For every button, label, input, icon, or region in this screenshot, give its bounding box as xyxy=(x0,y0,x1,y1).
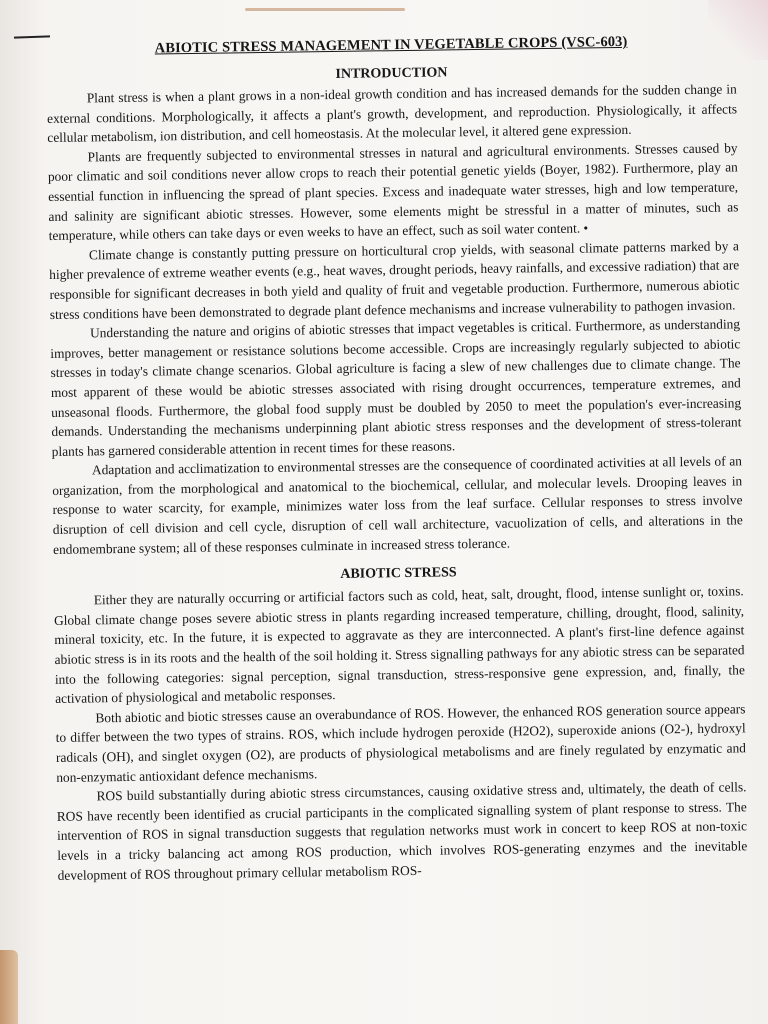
paragraph: Both abiotic and biotic stresses cause an overabundance of ROS. However, the enhanced ROS generation source appears to differ between the two types of strains. ROS, which include hydrogen peroxide (H2O2), superoxide anions (O2-), hydroxyl radicals (OH), and singlet oxygen (O2), are products of physiological metabolisms and are finely regulated by enzymatic and non-enzymatic antioxidant defence mechanisms. xyxy=(55,701,747,785)
paragraph: ROS build substantially during abiotic stress circumstances, causing oxidative stress and, ultimately, the death of cells. ROS have recently been identified as crucial participants in the complicated signalling system of plant response to stress. The intervention of ROS in signal transduction suggests that regulation networks must work in concert to keep ROS at non-toxic levels in a tricky balancing act among ROS production, which involves ROS-generating enzymes and the inevitable development of ROS throughout primary cellular metabolism ROS- xyxy=(56,779,748,883)
edge-stain xyxy=(0,950,18,1024)
section-abiotic-stress xyxy=(53,562,747,886)
document-body xyxy=(46,32,748,885)
paragraph: Plant stress is when a plant grows in a non-ideal growth condition and has increased demands for the sudden change in external conditions. Morphologically, it affects a plant's growth, development, and reproduction. Physiologically, it affects cellular metabolism, ion distribution, and cell homeostasis. At the molecular level, it altered gene expression. xyxy=(46,81,738,146)
paragraph: Climate change is constantly putting pressure on horticultural crop yields, with seasonal climate patterns marked by a higher prevalence of extreme weather events (e.g., heat waves, drought periods, heavy rainfalls, and excessive radiation) that are responsible for significant decreases in both yield and quality of fruit and vegetable production. Furthermore, numerous abiotic stress conditions have been demonstrated to degrade plant defence mechanisms and increase vulnerability to pathogen invasion. xyxy=(49,238,740,322)
section-introduction xyxy=(46,61,743,559)
top-smudge xyxy=(245,8,405,11)
section-heading: INTRODUCTION xyxy=(335,65,448,82)
paragraph: Adaptation and acclimatization to environmental stresses are the consequence of coordinated activities at all levels of an organization, from the morphological and anatomical to the biochemical, cellular, and molecular levels. Drooping leaves in response to water scarcity, for example, minimizes water loss from the leaf surface. Cellular responses to stress involve disruption of cell division and cell cycle, disruption of cell wall architecture, vacuolization of cells, and alterations in the endomembrane system; all of these responses culminate in increased stress tolerance. xyxy=(52,453,743,557)
paragraph: Understanding the nature and origins of abiotic stresses that impact vegetables is critical. Furthermore, as understanding improves, better management or resistance solutions become accessible. Crops are increasingly regularly subjected to abiotic stresses in today's climate change scenarios. Global agriculture is facing a slew of new challenges due to climate change. The most apparent of these would be abiotic stresses associated with rising drought occurrences, temperature extremes, and unseasonal floods. Furthermore, the global food supply must be doubled by 2050 to meet the population's ever-increasing demands. Understanding the mechanisms underpinning plant abiotic stress responses and the development of stress-tolerant plants has garnered considerable attention in recent times for these reasons. xyxy=(50,316,742,459)
paragraph: Plants are frequently subjected to environmental stresses in natural and agricultural environments. Stresses caused by poor climatic and soil conditions never allow crops to reach their potential genetic yields (Boyer, 1982). Furthermore, play an essential function in influencing the spread of plant species. Excess and inadequate water stresses, high and low temperature, and salinity are significant abiotic stresses. However, some elements might be stressful in a matter of minutes, such as temperature, while others can take days or even weeks to have an effect, such as soil water content. • xyxy=(47,140,739,244)
document-title: ABIOTIC STRESS MANAGEMENT IN VEGETABLE CROPS (VSC-603) xyxy=(154,33,628,57)
section-heading: ABIOTIC STRESS xyxy=(340,565,457,583)
paragraph: Either they are naturally occurring or artificial factors such as cold, heat, salt, drought, flood, intense sunlight or, toxins. Global climate change poses severe abiotic stress in plants regarding increased temperature, chilling, drought, flood, salinity, mineral toxicity, etc. In the future, it is expected to aggravate as they are interconnected. A plant's first-line defence against abiotic stress is in its roots and the health of the soil holding it. Stress signalling pathways for any abiotic stress can be separated into the following categories: signal perception, signal transduction, stress-responsive gene expression, and, finally, the activation of physiological and metabolic responses. xyxy=(53,583,745,707)
pen-mark xyxy=(14,35,50,38)
